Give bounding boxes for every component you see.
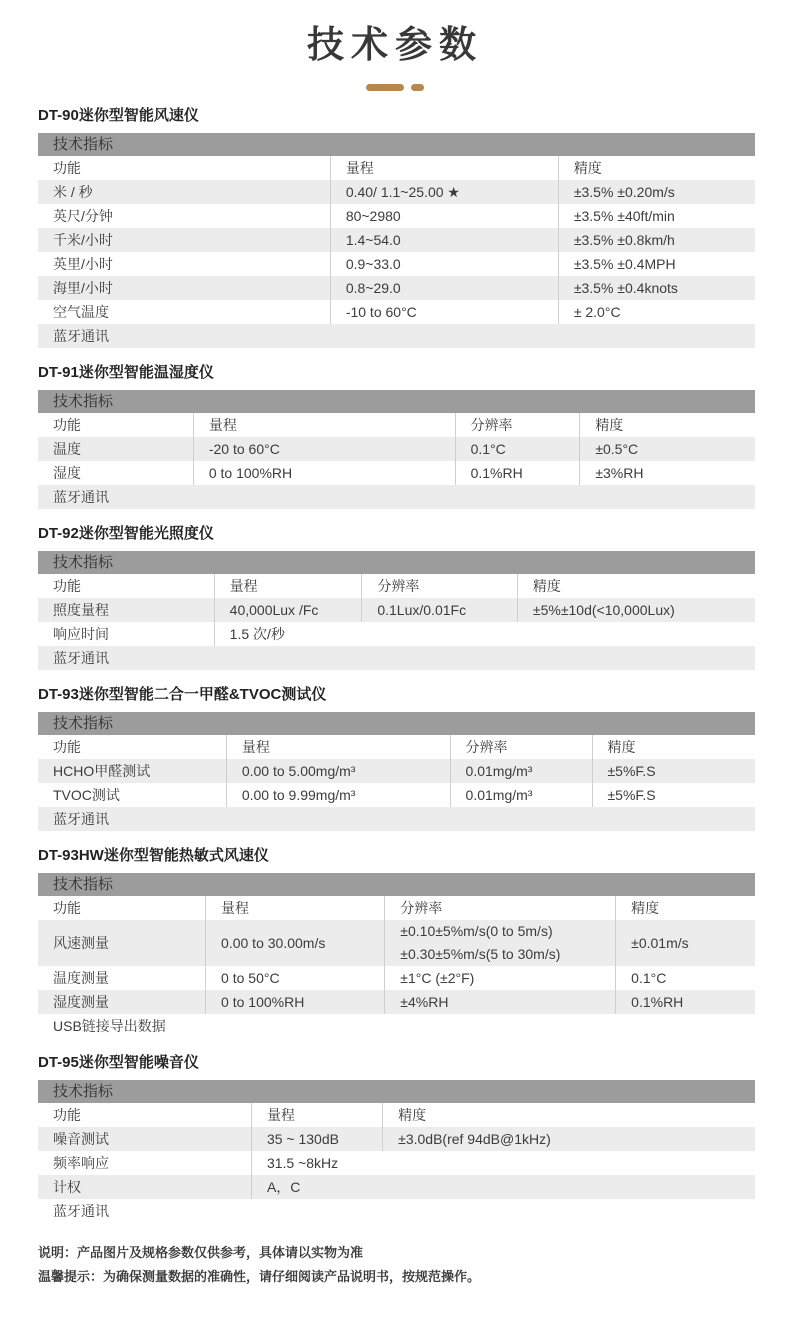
column-header-cell [615, 896, 755, 920]
cell-text: 0.1°C [470, 440, 506, 457]
spec-cell [330, 180, 558, 204]
cell-text: 量程 [345, 159, 374, 176]
column-header-cell [38, 413, 193, 437]
column-header-row [38, 156, 755, 180]
cell-text: 量程 [229, 577, 258, 594]
column-header-row [38, 413, 755, 437]
spec-cell [330, 300, 558, 324]
cell-text: 1.5 次/秒 [229, 625, 285, 642]
spec-cell [384, 990, 615, 1014]
column-header-row [38, 1103, 755, 1127]
spec-row [38, 276, 755, 300]
cell-text: 量程 [208, 416, 237, 433]
cell-text: 量程 [241, 738, 270, 755]
spec-cell [592, 783, 755, 807]
spec-table [38, 551, 755, 670]
cell-text: ±5%F.S [607, 762, 656, 779]
section-heading: DT-93HW迷你型智能热敏式风速仪 [38, 847, 269, 864]
spec-row [38, 783, 755, 807]
spec-table [38, 390, 755, 509]
cell-text: ±4%RH [400, 993, 449, 1010]
cell-text: ±0.30±5%m/s(5 to 30m/s) [400, 946, 561, 962]
column-header-cell [38, 896, 205, 920]
spec-sections [38, 106, 755, 1223]
connectivity-row: 蓝牙通讯 [38, 485, 755, 509]
spec-cell [193, 461, 455, 485]
cell-text: -20 to 60°C [208, 440, 280, 457]
cell-text: 0.1°C [631, 969, 667, 986]
cell-text: 0 to 100%RH [208, 464, 293, 481]
cell-text: 0.1Lux/0.01Fc [377, 601, 467, 618]
cell-text: 0.00 to 5.00mg/m³ [241, 762, 356, 779]
spec-table [38, 712, 755, 831]
cell-text: ± 2.0°C [573, 303, 621, 320]
note-warm-tip: 温馨提示：为确保测量数据的准确性，请仔细阅读产品说明书，按规范操作。 [38, 1269, 481, 1284]
cell-text: 英里/小时 [53, 255, 113, 272]
cell-text: 照度量程 [53, 601, 109, 618]
spec-table-title: 技术指标 [38, 390, 755, 413]
cell-text: 分辨率 [377, 577, 420, 594]
title-accent-bar-long [366, 84, 404, 91]
column-header-cell [455, 413, 580, 437]
column-header-cell [450, 735, 592, 759]
column-header-cell [226, 735, 450, 759]
section-heading: DT-90迷你型智能风速仪 [38, 107, 199, 124]
cell-text: 噪音测试 [53, 1130, 109, 1147]
spec-table [38, 133, 755, 348]
spec-table-title: 技术指标 [38, 551, 755, 574]
column-header-cell [38, 156, 330, 180]
spec-table-title: 技术指标 [38, 133, 755, 156]
cell-text: ±3.5% ±0.20m/s [573, 183, 675, 200]
spec-cell [226, 759, 450, 783]
spec-cell [38, 252, 330, 276]
cell-text: 0.00 to 30.00m/s [221, 934, 326, 951]
cell-text: 0.01mg/m³ [465, 762, 533, 779]
spec-row [38, 622, 755, 646]
spec-cell [38, 300, 330, 324]
spec-row [38, 1127, 755, 1151]
cell-text: 分辨率 [465, 738, 508, 755]
spec-cell [205, 990, 384, 1014]
spec-cell [450, 759, 592, 783]
cell-text: ±5%±10d(<10,000Lux) [532, 601, 675, 618]
spec-cell [38, 783, 226, 807]
cell-text: 风速测量 [53, 934, 109, 951]
connectivity-row: 蓝牙通讯 [38, 807, 755, 831]
note-disclaimer: 说明：产品图片及规格参数仅供参考，具体请以实物为准 [38, 1245, 364, 1260]
spec-cell [38, 966, 205, 990]
cell-text: ±0.10±5%m/s(0 to 5m/s) [400, 923, 553, 939]
cell-text: 米 / 秒 [53, 183, 93, 200]
cell-text: 80~2980 [345, 207, 401, 224]
spec-section [38, 1053, 755, 1223]
cell-text: ±1°C (±2°F) [400, 969, 475, 986]
spec-table-title: 技术指标 [38, 1080, 755, 1103]
cell-text: ±0.5°C [595, 440, 639, 457]
cell-text: 湿度 [53, 464, 81, 481]
column-header-cell [382, 1103, 755, 1127]
spec-cell [251, 1127, 382, 1151]
spec-cell [615, 920, 755, 966]
cell-text: 分辨率 [470, 416, 513, 433]
section-heading: DT-92迷你型智能光照度仪 [38, 525, 214, 542]
column-header-cell [251, 1103, 382, 1127]
spec-cell [558, 204, 755, 228]
spec-row [38, 180, 755, 204]
title-underline [0, 83, 790, 91]
cell-text: 精度 [398, 1106, 427, 1123]
spec-row [38, 228, 755, 252]
spec-cell [38, 598, 214, 622]
page-title: 技术参数 [307, 24, 483, 65]
cell-text: 精度 [631, 899, 660, 916]
spec-cell [382, 1127, 755, 1151]
spec-cell [558, 276, 755, 300]
spec-cell [205, 920, 384, 966]
footer-notes [38, 1241, 755, 1313]
cell-text: ±3.5% ±0.8km/h [573, 231, 675, 248]
cell-text: 千米/小时 [53, 231, 113, 248]
spec-cell [615, 990, 755, 1014]
spec-table-title: 技术指标 [38, 712, 755, 735]
spec-section [38, 106, 755, 348]
spec-cell [38, 920, 205, 966]
cell-text: 量程 [221, 899, 250, 916]
cell-text: 0 to 100%RH [221, 993, 305, 1010]
spec-cell [38, 1151, 251, 1175]
cell-text: 分辨率 [400, 899, 443, 916]
column-header-cell [214, 574, 362, 598]
cell-text: 量程 [266, 1106, 295, 1123]
cell-text: 0.1%RH [631, 993, 684, 1010]
cell-text: 31.5 ~8kHz [266, 1154, 339, 1171]
column-header-cell [579, 413, 755, 437]
cell-text: 0.1%RH [470, 464, 523, 481]
cell-text: ±5%F.S [607, 786, 656, 803]
cell-text: 响应时间 [53, 625, 109, 642]
cell-text: 海里/小时 [53, 279, 113, 296]
cell-text: 计权 [53, 1178, 81, 1195]
spec-cell [579, 437, 755, 461]
spec-cell [330, 252, 558, 276]
column-header-cell [558, 156, 755, 180]
spec-cell [38, 990, 205, 1014]
connectivity-row: 蓝牙通讯 [38, 324, 755, 348]
spec-cell [384, 920, 615, 966]
section-heading: DT-91迷你型智能温湿度仪 [38, 364, 214, 381]
column-header-cell [517, 574, 755, 598]
spec-cell [517, 598, 755, 622]
column-header-cell [592, 735, 755, 759]
column-header-cell [361, 574, 517, 598]
spec-cell [558, 252, 755, 276]
cell-text: 0 to 50°C [221, 969, 280, 986]
spec-cell [193, 437, 455, 461]
spec-section [38, 685, 755, 831]
column-header-row [38, 574, 755, 598]
spec-section [38, 846, 755, 1038]
spec-cell [38, 461, 193, 485]
cell-text: 功能 [53, 738, 81, 755]
spec-cell [38, 1127, 251, 1151]
cell-text: 0.01mg/m³ [465, 786, 533, 803]
spec-row [38, 920, 755, 966]
spec-table-title: 技术指标 [38, 873, 755, 896]
spec-cell [38, 228, 330, 252]
spec-cell [455, 437, 580, 461]
cell-text: 功能 [53, 1106, 81, 1123]
column-header-cell [38, 1103, 251, 1127]
spec-row [38, 966, 755, 990]
cell-text: 功能 [53, 416, 81, 433]
column-header-row [38, 735, 755, 759]
column-header-cell [38, 574, 214, 598]
cell-text: 温度 [53, 440, 81, 457]
cell-text: ±3.0dB(ref 94dB@1kHz) [398, 1130, 551, 1147]
spec-row [38, 990, 755, 1014]
cell-text: 频率响应 [53, 1154, 109, 1171]
cell-text: 精度 [607, 738, 636, 755]
spec-row [38, 759, 755, 783]
column-header-cell [38, 735, 226, 759]
cell-text: 精度 [595, 416, 624, 433]
spec-cell [38, 276, 330, 300]
section-heading: DT-93迷你型智能二合一甲醛&TVOC测试仪 [38, 686, 327, 703]
column-header-cell [205, 896, 384, 920]
cell-text: 精度 [532, 577, 561, 594]
column-header-row [38, 896, 755, 920]
spec-cell [330, 204, 558, 228]
column-header-cell [384, 896, 615, 920]
cell-text: 温度测量 [53, 969, 109, 986]
spec-cell [251, 1151, 755, 1175]
connectivity-row: USB链接导出数据 [53, 1018, 166, 1034]
cell-text: ±0.01m/s [631, 934, 689, 951]
cell-text: 0.8~29.0 [345, 279, 401, 296]
spec-cell [38, 759, 226, 783]
cell-text: 0.00 to 9.99mg/m³ [241, 786, 356, 803]
title-accent-bar-short [411, 84, 424, 91]
cell-text: 40,000Lux /Fc [229, 601, 319, 618]
cell-text: 精度 [573, 159, 602, 176]
cell-text: 英尺/分钟 [53, 207, 113, 224]
cell-text: -10 to 60°C [345, 303, 417, 320]
spec-cell [38, 1175, 251, 1199]
spec-cell [38, 204, 330, 228]
spec-cell [384, 966, 615, 990]
cell-text: 1.4~54.0 [345, 231, 401, 248]
cell-text: ±3.5% ±40ft/min [573, 207, 675, 224]
cell-text: ±3%RH [595, 464, 644, 481]
cell-text: 功能 [53, 577, 81, 594]
spec-row [38, 300, 755, 324]
cell-text: 35 ~ 130dB [266, 1130, 339, 1147]
spec-cell [592, 759, 755, 783]
spec-table [38, 1080, 755, 1223]
spec-cell [558, 180, 755, 204]
spec-row [38, 252, 755, 276]
spec-row [38, 1175, 755, 1199]
spec-row [38, 437, 755, 461]
connectivity-row: 蓝牙通讯 [53, 1203, 109, 1219]
spec-cell [558, 228, 755, 252]
connectivity-row: 蓝牙通讯 [38, 646, 755, 670]
cell-text: 湿度测量 [53, 993, 109, 1010]
column-header-cell [193, 413, 455, 437]
spec-cell [38, 180, 330, 204]
spec-cell [226, 783, 450, 807]
spec-cell [38, 622, 214, 646]
cell-text: 0.40/ 1.1~25.00 ★ [345, 183, 460, 200]
spec-cell [330, 228, 558, 252]
spec-table [38, 873, 755, 1038]
spec-cell [558, 300, 755, 324]
section-heading: DT-95迷你型智能噪音仪 [38, 1054, 199, 1071]
spec-cell [251, 1175, 755, 1199]
cell-text: 功能 [53, 899, 81, 916]
cell-text: 空气温度 [53, 303, 109, 320]
cell-text: 0.9~33.0 [345, 255, 401, 272]
cell-text: ±3.5% ±0.4MPH [573, 255, 676, 272]
spec-section [38, 363, 755, 509]
cell-text: TVOC测试 [53, 786, 120, 803]
spec-cell [361, 598, 517, 622]
spec-cell [579, 461, 755, 485]
column-header-cell [330, 156, 558, 180]
spec-cell [38, 437, 193, 461]
cell-text: 功能 [53, 159, 81, 176]
cell-text: A，C [266, 1178, 301, 1195]
spec-section [38, 524, 755, 670]
spec-cell [450, 783, 592, 807]
spec-cell [455, 461, 580, 485]
spec-cell [330, 276, 558, 300]
spec-cell [214, 598, 362, 622]
spec-row [38, 461, 755, 485]
spec-cell [615, 966, 755, 990]
spec-row [38, 1151, 755, 1175]
spec-row [38, 204, 755, 228]
cell-text: ±3.5% ±0.4knots [573, 279, 678, 296]
spec-cell [205, 966, 384, 990]
spec-cell [214, 622, 755, 646]
spec-row [38, 598, 755, 622]
cell-text: HCHO甲醛测试 [53, 762, 151, 779]
